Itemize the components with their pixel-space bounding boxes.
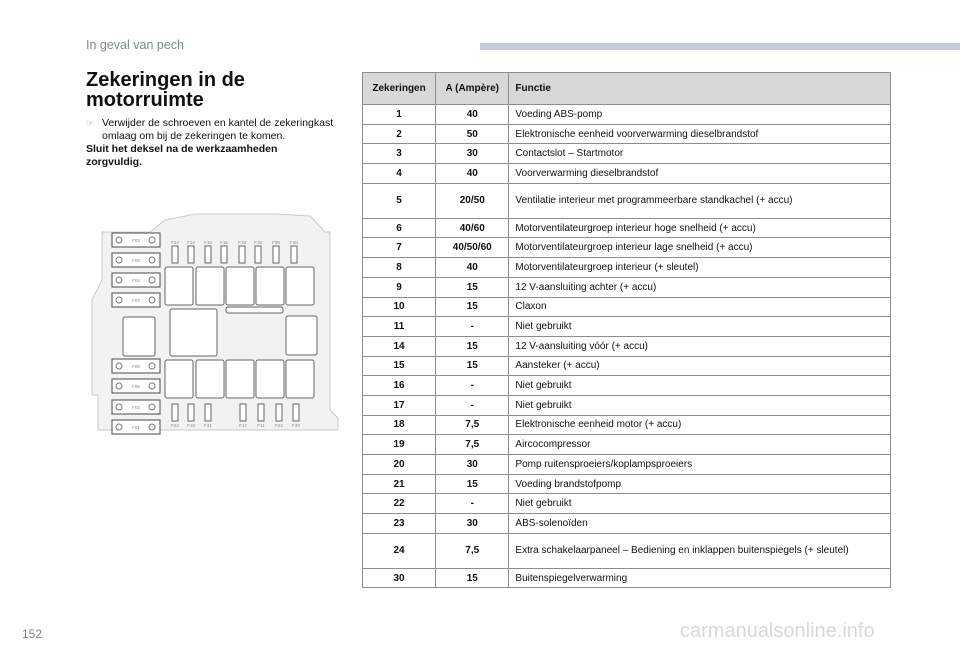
- function-text: Niet gebruikt: [509, 317, 891, 337]
- function-text: 12 V-aansluiting vóór (+ accu): [509, 336, 891, 356]
- mini-fuse: [291, 246, 297, 263]
- ampere-value: 15: [436, 336, 509, 356]
- mini-fuse: [255, 246, 261, 263]
- fuse-label: F22: [275, 423, 283, 428]
- table-row: [363, 238, 891, 258]
- function-text: Elektronische eenheid motor (+ accu): [509, 415, 891, 435]
- ampere-value: 40/60: [436, 218, 509, 238]
- fuse-number: 9: [363, 277, 436, 297]
- function-text: Aircocompressor: [509, 435, 891, 455]
- fuse-label: F09: [272, 240, 280, 245]
- ampere-value: -: [436, 494, 509, 514]
- fuse-label: F04: [132, 278, 140, 283]
- mini-fuse: [205, 404, 211, 421]
- column-header-function: Functie: [509, 73, 891, 105]
- table-row: [363, 277, 891, 297]
- relay: [256, 360, 284, 398]
- ampere-value: 15: [436, 356, 509, 376]
- fuse-label: F20: [292, 423, 300, 428]
- relay: [286, 267, 314, 305]
- function-text: ABS-solenoïden: [509, 514, 891, 534]
- fuse-number: 2: [363, 124, 436, 144]
- table-row: [363, 474, 891, 494]
- mini-fuse: [293, 404, 299, 421]
- ampere-value: 30: [436, 514, 509, 534]
- fuse-label: F15: [220, 240, 228, 245]
- fuse-number: 24: [363, 533, 436, 568]
- ampere-value: 15: [436, 297, 509, 317]
- fuse-number: 14: [363, 336, 436, 356]
- function-text: Voeding ABS-pomp: [509, 105, 891, 125]
- function-text: Motorventilateurgroep interieur (+ sleutel): [509, 258, 891, 278]
- section-header: In geval van pech: [86, 38, 184, 52]
- fuse-label: F23: [171, 423, 179, 428]
- ampere-value: 50: [436, 124, 509, 144]
- fuse-label: F11: [257, 423, 265, 428]
- fuse-label: F01: [132, 425, 140, 430]
- fuse-label: F14: [187, 240, 195, 245]
- fuse-number: 10: [363, 297, 436, 317]
- instructions: [86, 117, 336, 169]
- fuse-number: 19: [363, 435, 436, 455]
- relay: [286, 360, 314, 398]
- function-text: Extra schakelaarpaneel – Bediening en inklappen buitenspiegels (+ sleutel): [509, 533, 891, 568]
- fuse-number: 1: [363, 105, 436, 125]
- table-row: [363, 533, 891, 568]
- relay: [196, 360, 224, 398]
- fuse-label: F10: [204, 240, 212, 245]
- ampere-value: 20/50: [436, 183, 509, 218]
- page-title: Zekeringen in de motorruimte: [86, 69, 245, 111]
- fuse-label: F08: [132, 258, 140, 263]
- fuse-label: F06: [132, 364, 140, 369]
- ampere-value: 7,5: [436, 435, 509, 455]
- mini-fuse: [172, 246, 178, 263]
- fuse-number: 6: [363, 218, 436, 238]
- table-row: [363, 164, 891, 184]
- table-row: [363, 435, 891, 455]
- ampere-value: -: [436, 317, 509, 337]
- table-row: [363, 144, 891, 164]
- mini-fuse: [240, 404, 246, 421]
- fuse-label: F19: [238, 240, 246, 245]
- relay: [286, 316, 317, 355]
- function-text: Motorventilateurgroep interieur hoge snelheid (+ accu): [509, 218, 891, 238]
- function-text: Voorverwarming dieselbrandstof: [509, 164, 891, 184]
- mini-fuse: [239, 246, 245, 263]
- mini-fuse: [205, 246, 211, 263]
- function-text: Claxon: [509, 297, 891, 317]
- fuse-label: F02: [132, 405, 140, 410]
- mini-fuse: [188, 246, 194, 263]
- function-text: Ventilatie interieur met programmeerbare standkachel (+ accu): [509, 183, 891, 218]
- page-number: 152: [22, 627, 43, 641]
- ampere-value: 40: [436, 258, 509, 278]
- table-row: [363, 376, 891, 396]
- column-header-fuse: Zekeringen: [363, 73, 436, 105]
- ampere-value: 40: [436, 105, 509, 125]
- mini-fuse: [188, 404, 194, 421]
- table-row: [363, 336, 891, 356]
- function-text: Contactslot – Startmotor: [509, 144, 891, 164]
- table-row: [363, 494, 891, 514]
- function-text: Niet gebruikt: [509, 494, 891, 514]
- table-row: [363, 455, 891, 475]
- ampere-value: 7,5: [436, 415, 509, 435]
- table-row: [363, 514, 891, 534]
- relay: [165, 267, 193, 305]
- ampere-value: 15: [436, 277, 509, 297]
- ampere-value: 30: [436, 144, 509, 164]
- fuse-number: 7: [363, 238, 436, 258]
- fuse-table: [362, 72, 891, 588]
- fuse-box-diagram: [90, 210, 340, 440]
- fuse-number: 17: [363, 395, 436, 415]
- relay-large: [170, 309, 217, 356]
- table-row: [363, 356, 891, 376]
- table-row: [363, 258, 891, 278]
- function-text: Niet gebruikt: [509, 376, 891, 396]
- ampere-value: 15: [436, 474, 509, 494]
- table-row: [363, 183, 891, 218]
- relay: [226, 360, 254, 398]
- function-text: Buitenspiegelverwarming: [509, 568, 891, 588]
- fuse-label: F17: [239, 423, 247, 428]
- function-text: Elektronische eenheid voorverwarming dieselbrandstof: [509, 124, 891, 144]
- fuse-label: F16: [254, 240, 262, 245]
- function-text: Motorventilateurgroep interieur lage snelheid (+ accu): [509, 238, 891, 258]
- table-row: [363, 317, 891, 337]
- header-bar: [480, 43, 960, 50]
- fuse-number: 11: [363, 317, 436, 337]
- mini-fuse: [258, 404, 264, 421]
- column-header-ampere: A (Ampère): [436, 73, 509, 105]
- relay: [256, 267, 284, 305]
- table-row: [363, 124, 891, 144]
- ampere-value: 15: [436, 568, 509, 588]
- fuse-number: 16: [363, 376, 436, 396]
- ampere-value: -: [436, 376, 509, 396]
- instruction-text: Verwijder de schroeven en kantel de zekeringkast omlaag om bij de zekeringen te komen.: [102, 117, 334, 142]
- function-text: Niet gebruikt: [509, 395, 891, 415]
- relay: [123, 317, 155, 356]
- relay: [226, 267, 254, 305]
- ampere-value: 30: [436, 455, 509, 475]
- fuse-number: 20: [363, 455, 436, 475]
- relay: [196, 267, 224, 305]
- function-text: 12 V-aansluiting achter (+ accu): [509, 277, 891, 297]
- fuse-number: 5: [363, 183, 436, 218]
- function-text: Pomp ruitensproeiers/koplampsproeiers: [509, 455, 891, 475]
- table-row: [363, 395, 891, 415]
- fuse-number: 23: [363, 514, 436, 534]
- fuse-label: F18: [187, 423, 195, 428]
- function-text: Voeding brandstofpomp: [509, 474, 891, 494]
- fuse-number: 21: [363, 474, 436, 494]
- fuse-label: F03: [132, 238, 140, 243]
- ampere-value: -: [436, 395, 509, 415]
- fuse-number: 3: [363, 144, 436, 164]
- table-row: [363, 568, 891, 588]
- connector-strip: [226, 307, 283, 313]
- mini-fuse: [172, 404, 178, 421]
- watermark: carmanualsonline.info: [680, 620, 875, 642]
- table-row: [363, 297, 891, 317]
- fuse-number: 15: [363, 356, 436, 376]
- function-text: Aansteker (+ accu): [509, 356, 891, 376]
- fuse-number: 30: [363, 568, 436, 588]
- ampere-value: 40/50/60: [436, 238, 509, 258]
- fuse-number: 4: [363, 164, 436, 184]
- fuse-label: F24: [171, 240, 179, 245]
- relay: [165, 360, 193, 398]
- fuse-label: F05: [132, 384, 140, 389]
- table-row: [363, 105, 891, 125]
- fuse-label: F30: [290, 240, 298, 245]
- fuse-label: F07: [132, 298, 140, 303]
- fuse-number: 8: [363, 258, 436, 278]
- ampere-value: 7,5: [436, 533, 509, 568]
- ampere-value: 40: [436, 164, 509, 184]
- note-text: Sluit het deksel na de werkzaamheden zorgvuldig.: [86, 143, 278, 168]
- pointing-hand-icon: ☞: [86, 118, 95, 128]
- table-row: [363, 415, 891, 435]
- fuse-label: F21: [204, 423, 212, 428]
- mini-fuse: [221, 246, 227, 263]
- mini-fuse: [273, 246, 279, 263]
- mini-fuse: [276, 404, 282, 421]
- fuse-number: 18: [363, 415, 436, 435]
- table-row: [363, 218, 891, 238]
- fuse-number: 22: [363, 494, 436, 514]
